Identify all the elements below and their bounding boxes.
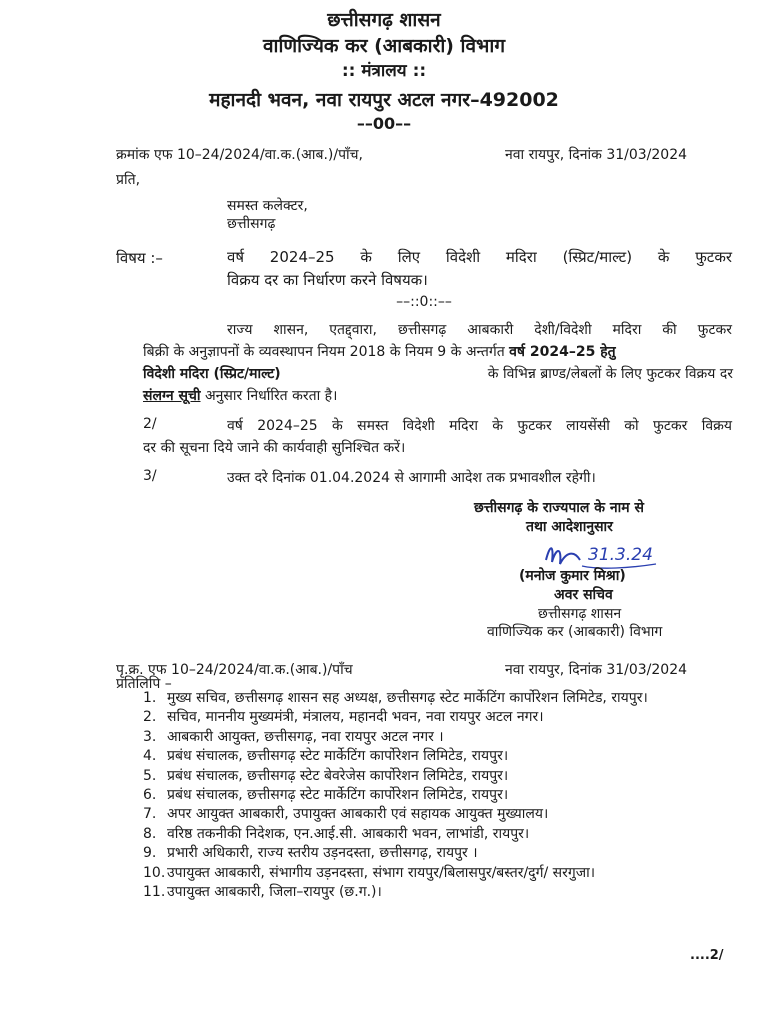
paragraph-1-line-2-bold: वर्ष 2024–25 हेतु: [509, 344, 616, 360]
copy-place-date: नवा रायपुर, दिनांक 31/03/2024: [505, 662, 688, 678]
header-line-2: वाणिज्यिक कर (आबकारी) विभाग: [262, 35, 506, 57]
list-item: [143, 844, 743, 863]
recipient-prati: प्रति,: [116, 172, 141, 188]
signatory-org-1: छत्तीसगढ़ शासन: [538, 606, 622, 622]
header-separator: ––00––: [356, 114, 412, 133]
list-item: [143, 883, 743, 902]
list-item: [143, 767, 743, 786]
list-item-number: 2.: [143, 709, 157, 726]
list-item-text: प्रभारी अधिकारी, राज्य स्तरीय उड़नदस्ता, छत्तीसगढ़, रायपुर ।: [167, 845, 478, 862]
subject-label: विषय :–: [116, 249, 163, 267]
list-item-text: प्रबंध संचालक, छत्तीसगढ़ स्टेट मार्केटिंग कार्पोरेशन लिमिटेड, रायपुर।: [167, 748, 509, 765]
list-item-number: 8.: [143, 825, 157, 842]
recipient-line-1: समस्त कलेक्टर,: [227, 198, 308, 214]
list-item: [143, 708, 743, 727]
paragraph-1-line-1: राज्य शासन, एतद्द्वारा, छत्तीसगढ़ आबकारी देशी/विदेशी मदिरा की फुटकर: [227, 322, 732, 338]
list-item-text: वरिष्ठ तकनीकी निदेशक, एन.आई.सी. आबकारी भवन, लाभांडी, रायपुर।: [167, 825, 530, 842]
paragraph-1-line-4: [143, 386, 337, 405]
signatory-org-2: वाणिज्यिक कर (आबकारी) विभाग: [487, 624, 663, 640]
list-item-number: 6.: [143, 787, 157, 804]
list-item-number: 5.: [143, 767, 157, 784]
list-item-number: 10.: [143, 864, 166, 881]
paragraph-2-line-2: दर की सूचना दिये जाने की कार्यवाही सुनिश्चित करें।: [143, 440, 406, 456]
list-item-text: उपायुक्त आबकारी, जिला–रायपुर (छ.ग.)।: [167, 884, 382, 901]
paragraph-1-line-4-text: अनुसार निर्धारित करता है।: [204, 388, 338, 404]
copy-label: प्रतिलिपि –: [116, 676, 172, 692]
list-item-number: 3.: [143, 728, 157, 745]
signature-authority-line-2: तथा आदेशानुसार: [526, 519, 613, 535]
paragraph-1-line-3-bold: विदेशी मदिरा (स्प्रिट/माल्ट): [143, 366, 281, 382]
list-item-number: 1.: [143, 690, 157, 706]
ref-number: क्रमांक एफ 10–24/2024/वा.क.(आब.)/पाँच,: [116, 147, 364, 163]
list-item-number: 9.: [143, 845, 157, 862]
handwritten-date: 31.3.24: [588, 545, 653, 565]
list-item: [143, 805, 743, 824]
list-item: [143, 728, 743, 747]
paragraph-1-line-3-text: के विभिन्न ब्राण्ड/लेबलों के लिए फुटकर विक्रय दर: [487, 366, 733, 382]
copy-ref-number: पृ.क्र. एफ 10–24/2024/वा.क.(आब.)/पाँच: [116, 662, 353, 678]
recipient-line-2: छत्तीसगढ़: [227, 216, 276, 232]
list-item-text: अपर आयुक्त आबकारी, उपायुक्त आबकारी एवं सहायक आयुक्त मुख्यालय।: [167, 806, 549, 823]
list-item-number: 7.: [143, 806, 157, 823]
signatory-name: (मनोज कुमार मिश्रा): [519, 568, 626, 584]
list-item: [143, 689, 743, 708]
paragraph-1-line-2-text: बिक्री के अनुज्ञापनों के व्यवस्थापन नियम 2018 के नियम 9 के अन्तर्गत: [143, 344, 505, 360]
list-item-text: आबकारी आयुक्त, छत्तीसगढ़, नवा रायपुर अटल नगर ।: [167, 728, 444, 745]
paragraph-3-number: 3/: [143, 468, 157, 484]
list-item: [143, 864, 743, 883]
list-item: [143, 786, 743, 805]
paragraph-3-line-1: उक्त दरे दिनांक 01.04.2024 से आगामी आदेश तक प्रभावशील रहेगी।: [227, 470, 596, 486]
list-item-text: मुख्य सचिव, छत्तीसगढ़ शासन सह अध्यक्ष, छत्तीसगढ़ स्टेट मार्केटिंग कार्पोरेशन लिमिटेड, रायपुर।: [167, 690, 648, 706]
paragraph-1-line-2: [143, 342, 733, 361]
header-line-3: :: मंत्रालय ::: [341, 61, 427, 81]
next-page-marker: ....2/: [690, 948, 724, 963]
list-item-number: 11.: [143, 884, 166, 901]
list-item-text: सचिव, माननीय मुख्यमंत्री, मंत्रालय, महानदी भवन, नवा रायपुर अटल नगर।: [167, 709, 544, 726]
signatory-designation: अवर सचिव: [554, 587, 613, 603]
copy-list: [143, 689, 743, 902]
subject-line-1: वर्ष 2024–25 के लिए विदेशी मदिरा (स्प्रिट/माल्ट) के फुटकर: [227, 248, 732, 266]
paragraph-2-number: 2/: [143, 416, 157, 432]
list-item-text: उपायुक्त आबकारी, संभागीय उड़नदस्ता, संभाग रायपुर/बिलासपुर/बस्तर/दुर्ग/ सरगुजा।: [167, 864, 596, 881]
list-item: [143, 747, 743, 766]
list-item-number: 4.: [143, 748, 157, 765]
header-line-1: छत्तीसगढ़ शासन: [327, 9, 441, 31]
subject-separator: ––::0::––: [396, 294, 452, 310]
paragraph-2-line-1: वर्ष 2024–25 के समस्त विदेशी मदिरा के फुटकर लायसेंसी को फुटकर विक्रय: [227, 418, 732, 434]
ref-place-date: नवा रायपुर, दिनांक 31/03/2024: [505, 147, 688, 163]
signature-authority-line-1: छत्तीसगढ़ के राज्यपाल के नाम से: [474, 500, 644, 516]
subject-line-2: विक्रय दर का निर्धारण करने विषयक।: [227, 271, 428, 289]
list-item-text: प्रबंध संचालक, छत्तीसगढ़ स्टेट बेवरेजेस कार्पोरेशन लिमिटेड, रायपुर।: [167, 767, 509, 784]
header-line-4: महानदी भवन, नवा रायपुर अटल नगर–492002: [209, 89, 559, 111]
attached-list-ref: संलग्न सूची: [143, 388, 201, 404]
list-item-text: प्रबंध संचालक, छत्तीसगढ़ स्टेट मार्केटिंग कार्पोरेशन लिमिटेड, रायपुर।: [167, 787, 509, 804]
paragraph-1-line-3: [143, 364, 733, 383]
list-item: [143, 825, 743, 844]
